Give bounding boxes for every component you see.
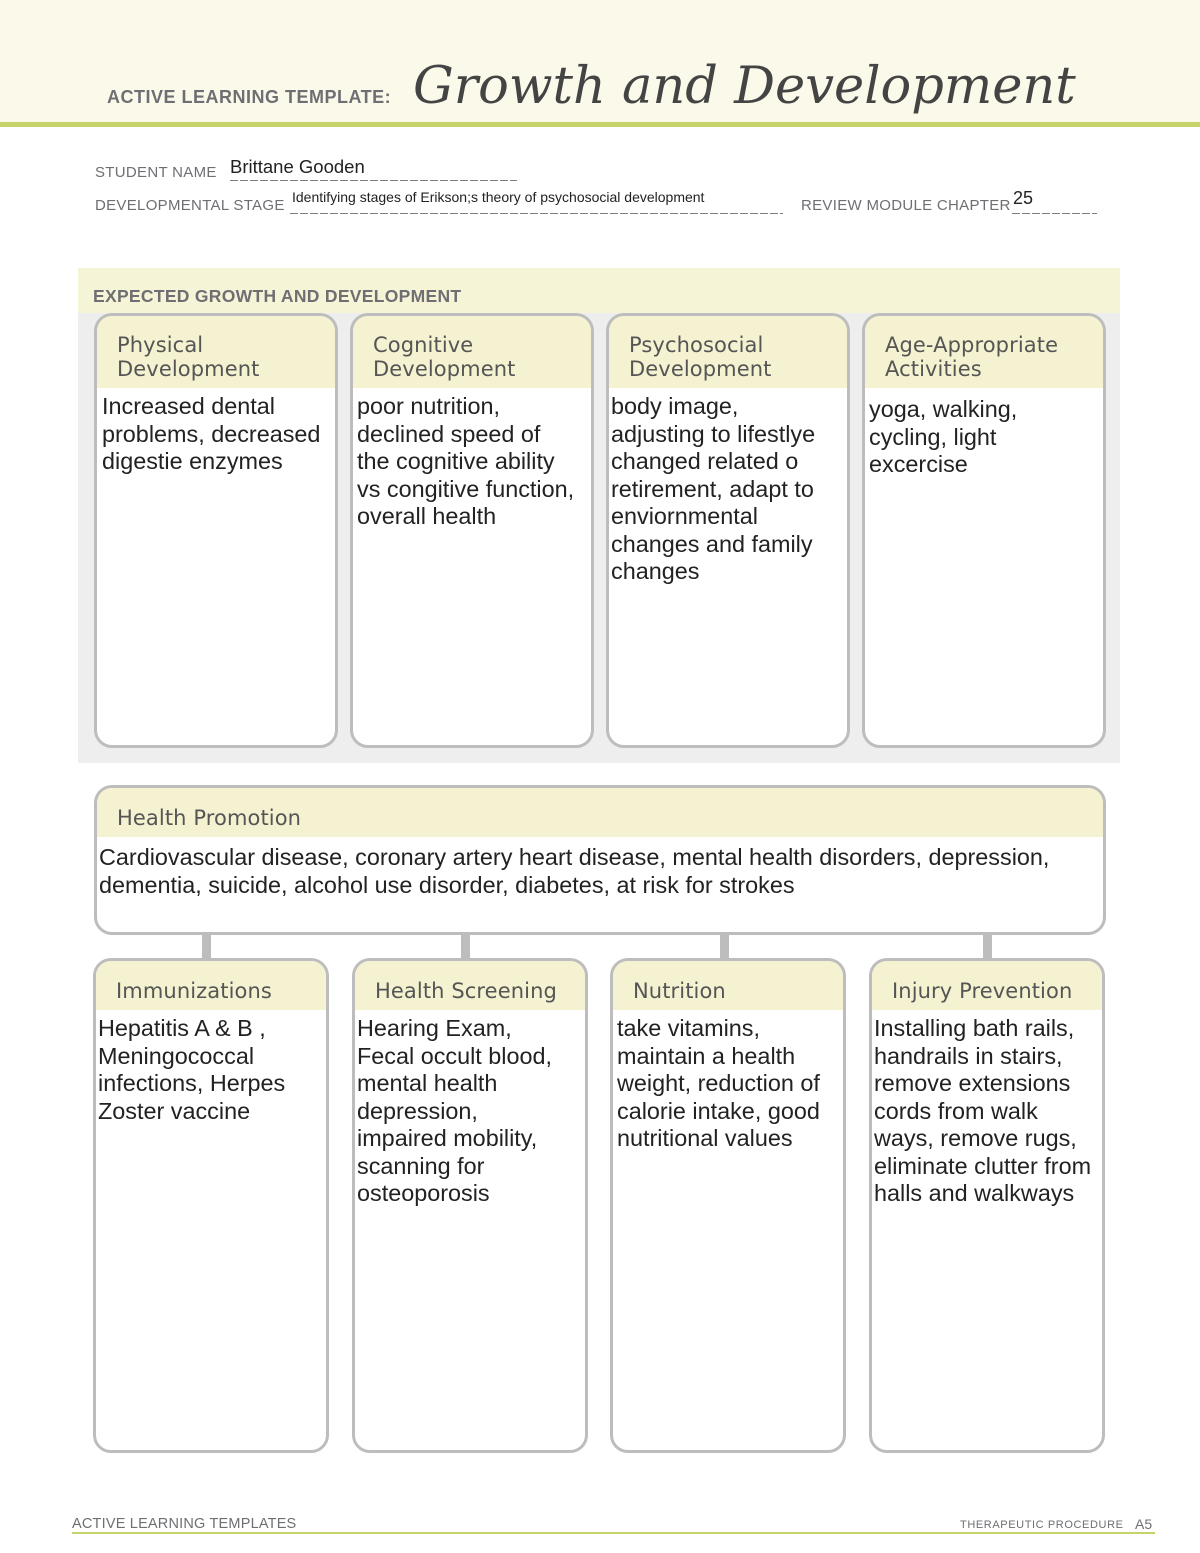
nutrition-content[interactable]: take vitamins, maintain a health weight, reduction of calorie intake, good nutritional values — [617, 1015, 820, 1151]
connector-injury-prevention — [983, 934, 992, 959]
psychosocial-development-header — [609, 316, 847, 388]
health-promotion-header — [97, 788, 1103, 837]
physical-development-card — [94, 313, 338, 748]
connector-nutrition — [720, 934, 729, 959]
health-screening-title: Health Screening — [375, 979, 557, 1003]
developmental-stage-field[interactable]: Identifying stages of Erikson;s theory of psychosocial development — [292, 189, 705, 205]
connector-health-screening — [461, 934, 470, 959]
review-module-chapter-label: REVIEW MODULE CHAPTER — [801, 197, 1011, 214]
injury-prevention-title: Injury Prevention — [892, 979, 1073, 1003]
age-appropriate-activities-content[interactable]: yoga, walking, cycling, light excercise — [869, 396, 1018, 477]
injury-prevention-header — [872, 961, 1102, 1010]
injury-prevention-content[interactable]: Installing bath rails, handrails in stairs, remove extensions cords from walk ways, remove rugs, eliminate clutter from halls and walkways — [874, 1015, 1092, 1206]
student-name-field[interactable]: Brittane Gooden — [230, 156, 365, 177]
cognitive-development-title: Cognitive Development — [373, 333, 516, 381]
cognitive-development-card — [350, 313, 594, 748]
age-appropriate-activities-title: Age-Appropriate Activities — [885, 333, 1059, 381]
review-module-chapter-underline — [1012, 213, 1097, 214]
developmental-stage-label: DEVELOPMENTAL STAGE — [95, 197, 285, 214]
template-label: ACTIVE LEARNING TEMPLATE: — [107, 87, 392, 107]
health-screening-content[interactable]: Hearing Exam, Fecal occult blood, mental health depression, impaired mobility, scanning for osteoporosis — [357, 1015, 553, 1206]
injury-prevention-card — [869, 958, 1105, 1453]
expected-growth-section-title: EXPECTED GROWTH AND DEVELOPMENT — [93, 286, 462, 306]
age-appropriate-activities-card — [862, 313, 1106, 748]
developmental-stage-underline — [290, 213, 783, 214]
immunizations-content[interactable]: Hepatitis A & B , Meningococcal infections, Herpes Zoster vaccine — [98, 1015, 286, 1124]
connector-immunizations — [202, 934, 211, 959]
footer-section-label: THERAPEUTIC PROCEDURE — [960, 1519, 1124, 1531]
health-promotion-content[interactable]: Cardiovascular disease, coronary artery heart disease, mental health disorders, depression, dementia, suicide, alcohol use disorder, diabetes, at risk for strokes — [99, 844, 1050, 898]
health-promotion-title: Health Promotion — [117, 806, 302, 830]
student-name-underline — [230, 180, 517, 181]
immunizations-title: Immunizations — [116, 979, 272, 1003]
immunizations-card — [93, 958, 329, 1453]
immunizations-header — [96, 961, 326, 1010]
review-module-chapter-field[interactable]: 25 — [1013, 188, 1034, 208]
footer-page-number: A5 — [1135, 1516, 1153, 1532]
cognitive-development-content[interactable]: poor nutrition, declined speed of the cognitive ability vs congitive function, overall health — [357, 393, 575, 529]
psychosocial-development-card — [606, 313, 850, 748]
physical-development-content[interactable]: Increased dental problems, decreased digestie enzymes — [102, 393, 321, 474]
age-appropriate-activities-header — [865, 316, 1103, 388]
cognitive-development-header — [353, 316, 591, 388]
nutrition-title: Nutrition — [633, 979, 726, 1003]
psychosocial-development-content[interactable]: body image, adjusting to lifestlye changed related o retirement, adapt to enviornmental changes and family changes — [611, 393, 816, 584]
nutrition-card — [610, 958, 846, 1453]
physical-development-title: Physical Development — [117, 333, 260, 381]
header-accent-line — [0, 122, 1200, 127]
health-screening-card — [352, 958, 588, 1453]
psychosocial-development-title: Psychosocial Development — [629, 333, 772, 381]
footer-template-name: ACTIVE LEARNING TEMPLATES — [72, 1516, 297, 1532]
health-screening-header — [355, 961, 585, 1010]
footer-accent-line — [72, 1532, 1155, 1534]
student-name-label: STUDENT NAME — [95, 164, 217, 181]
health-promotion-card — [94, 785, 1106, 935]
page-title: Growth and Development — [413, 57, 1076, 116]
nutrition-header — [613, 961, 843, 1010]
physical-development-header — [97, 316, 335, 388]
